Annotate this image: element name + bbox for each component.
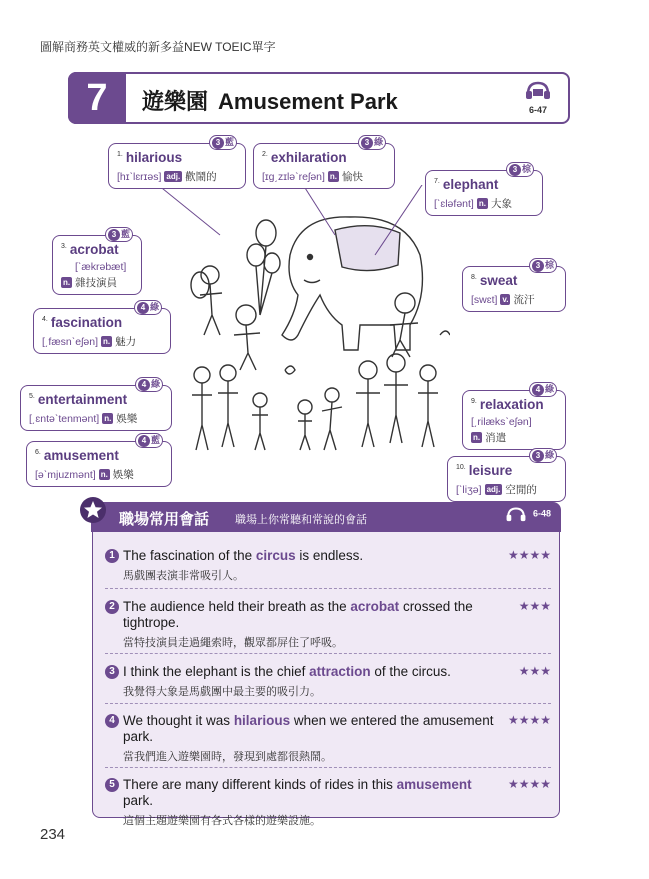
headphones-icon <box>505 506 527 522</box>
star-icon <box>79 496 107 524</box>
level-badge: 3 棕 <box>506 162 534 177</box>
audio-track[interactable] <box>516 80 560 115</box>
divider <box>105 653 551 654</box>
word-card-entertainment: 4 綠 $^{5.}$ entertainment [͵ɛntəˋtenmənt] n. 娛樂 <box>20 385 172 431</box>
unit-title-zh: 遊樂園 <box>142 89 209 114</box>
rating-stars: ★★★★ <box>507 713 551 727</box>
unit-header <box>68 72 570 124</box>
track-number: 6-47 <box>528 105 547 115</box>
conversation-header <box>91 502 561 532</box>
headphones-icon <box>524 80 552 100</box>
rating-stars: ★★★★ <box>507 777 551 791</box>
conversation-item: 1 The fascination of the circus is endless. 馬戲團表演非常吸引人。 ★★★★ <box>105 548 551 583</box>
conversation-item: 5 There are many different kinds of rides in this amusement park. 這個主題遊樂園有各式各樣的遊樂設施。 ★★★★ <box>105 777 551 828</box>
unit-title-en: Amusement Park <box>218 89 398 114</box>
conversation-item: 2 The audience held their breath as the acrobat crossed the tightrope. 當特技演員走過繩索時，觀眾都屏住了呼吸。 ★★★ <box>105 599 551 650</box>
level-badge: 4 綠 <box>134 300 162 315</box>
level-badge: 4 綠 <box>135 377 163 392</box>
unit-title <box>142 85 398 116</box>
level-badge: 3 藍 <box>105 227 133 242</box>
divider <box>105 703 551 704</box>
vocab-word: entertainment <box>37 392 128 407</box>
vocab-word: relaxation <box>479 397 544 412</box>
word-card-amusement: 4 藍 $^{6.}$ amusement [əˋmjuzmənt] n. 娛樂 <box>26 441 172 487</box>
rating-stars: ★★★ <box>518 599 551 613</box>
level-badge: 3 藍 <box>209 135 237 150</box>
vocab-word: fascination <box>50 315 123 330</box>
word-card-fascination: 4 綠 $^{4.}$ fascination [͵fæsnˋeʃən] n. 魅力 <box>33 308 171 354</box>
word-card-leisure: 3 綠 $^{10.}$ leisure [ˋliʒə] adj. 空閒的 <box>447 456 566 502</box>
vocab-word: exhilaration <box>270 150 347 165</box>
word-card-sweat: 3 棕 $^{8.}$ sweat [swɛt] v. 流汗 <box>462 266 566 312</box>
conversation-subtitle: 職場上你常聽和常說的會話 <box>235 514 367 526</box>
page-number: 234 <box>40 826 66 843</box>
conversation-item: 4 We thought it was hilarious when we entered the amusement park. 當我們進入遊樂園時，發現到處都很熱鬧。 ★★★★ <box>105 713 551 764</box>
word-card-elephant: 3 棕 $^{7.}$ elephant [ˋɛləfənt] n. 大象 <box>425 170 543 216</box>
word-card-acrobat: 3 藍 $^{3.}$ acrobat [ˋækrəbæt] n. 雜技演員 <box>52 235 142 295</box>
level-badge: 3 棕 <box>529 258 557 273</box>
running-title: 圖解商務英文權威的新多益NEW TOEIC單字 <box>40 40 276 54</box>
level-badge: 4 藍 <box>135 433 163 448</box>
level-badge: 3 綠 <box>529 448 557 463</box>
vocab-word: sweat <box>479 273 518 288</box>
rating-stars: ★★★ <box>518 664 551 678</box>
rating-stars: ★★★★ <box>507 548 551 562</box>
vocab-word: elephant <box>442 177 499 192</box>
conversation-item: 3 I think the elephant is the chief attraction of the circus. 我覺得大象是馬戲團中最主要的吸引力。 ★★★ <box>105 664 551 699</box>
conversation-title: 職場常用會話 <box>119 511 210 528</box>
vocab-word: acrobat <box>69 242 119 257</box>
audio-track[interactable] <box>505 506 551 522</box>
vocab-word: leisure <box>468 463 513 478</box>
circus-illustration <box>160 185 450 460</box>
level-badge: 4 綠 <box>529 382 557 397</box>
word-card-exhilaration: 3 綠 $^{2.}$ exhilaration [ɪg͵zɪləˋreʃən] n. 愉快 <box>253 143 395 189</box>
track-number: 6-48 <box>532 508 551 519</box>
vocab-word: amusement <box>43 448 119 463</box>
vocab-word: hilarious <box>125 150 183 165</box>
word-card-hilarious: 3 藍 $^{1.}$ hilarious [hɪˋlɛrɪəs] adj. 歡鬧的 <box>108 143 246 189</box>
unit-number: 7 <box>68 72 126 124</box>
divider <box>105 767 551 768</box>
level-badge: 3 綠 <box>358 135 386 150</box>
conversation-panel <box>92 503 560 827</box>
divider <box>105 588 551 589</box>
word-card-relaxation: 4 綠 $^{9.}$ relaxation [͵rilæksˋeʃən] n. 消遣 <box>462 390 566 450</box>
